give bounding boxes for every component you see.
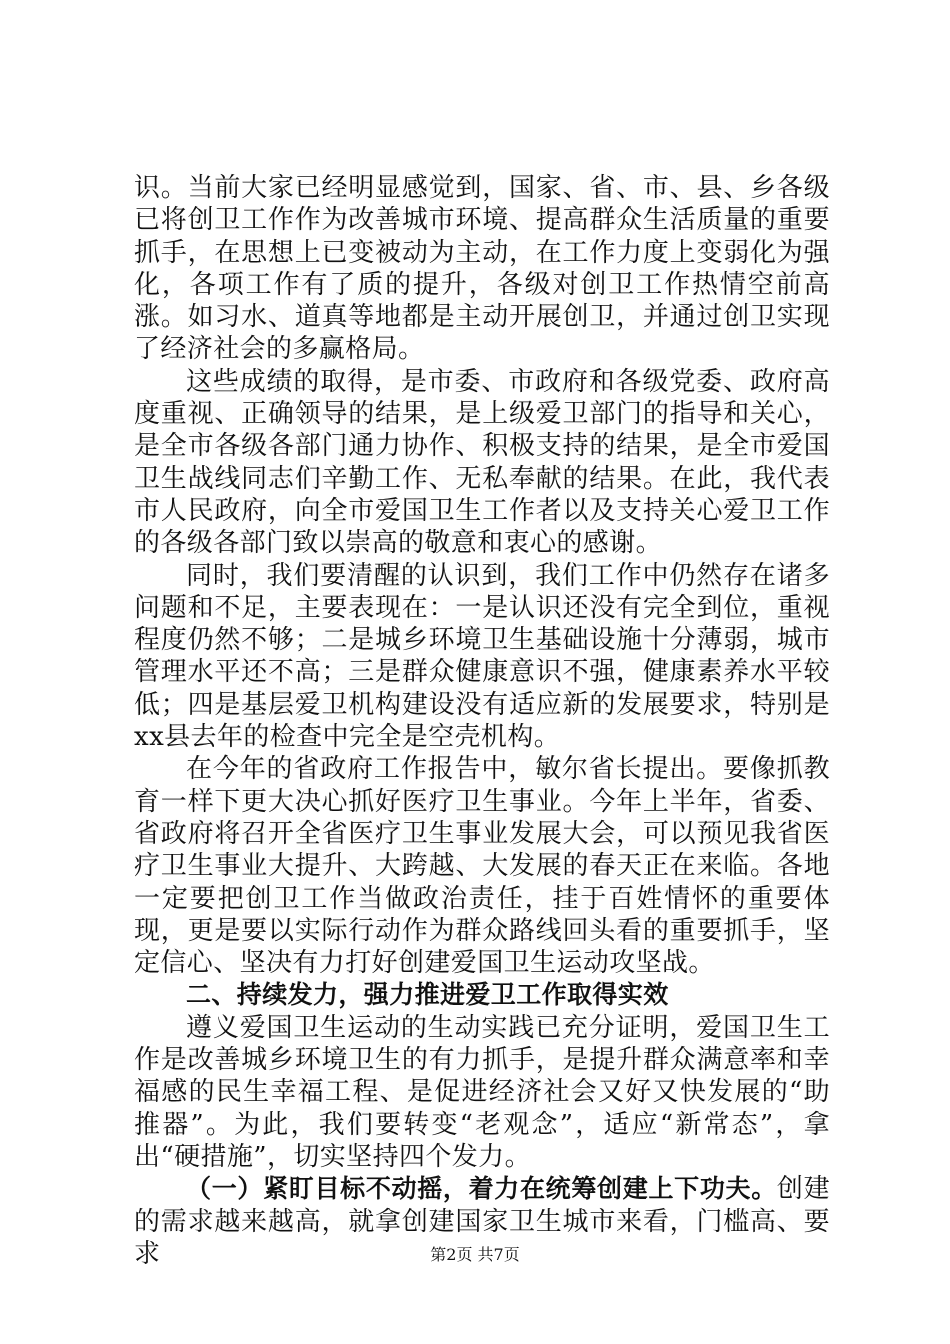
subsection-lead: （一）紧盯目标不动摇，着力在统筹创建上下功夫。 <box>186 1174 777 1204</box>
document-body <box>134 172 830 1270</box>
subsection-text: 创建的需求越来越高，就拿创建国家卫生城市来看，门槛高、要求 <box>134 1174 830 1269</box>
section-paragraph: 遵义爱国卫生运动的生动实践已充分证明，爱国卫生工作是改善城乡环境卫生的有力抓手，是提升群众满意率和幸福感的民生幸福工程、是促进经济社会又好又快发展的“助推器”。为此，我们要转变“老观念”，适应“新常态”，拿出“硬措施”，切实坚持四个发力。 <box>134 1012 830 1172</box>
section-heading: 二、持续发力，强力推进爱卫工作取得实效 <box>186 980 669 1010</box>
paragraph-4: 在今年的省政府工作报告中，敏尔省长提出。要像抓教育一样下更大决心抓好医疗卫生事业。今年上半年，省委、省政府将召开全省医疗卫生事业发展大会，可以预见我省医疗卫生事业大提升、大跨越、大发展的春天正在来临。各地一定要把创卫工作当做政治责任，挂于百姓情怀的重要体现，更是要以实际行动作为群众路线回头看的重要抓手，坚定信心、坚决有力打好创建爱国卫生运动攻坚战。 <box>134 754 830 979</box>
paragraph-3: 同时，我们要清醒的认识到，我们工作中仍然存在诸多问题和不足，主要表现在：一是认识还没有完全到位，重视程度仍然不够；二是城乡环境卫生基础设施十分薄弱，城市管理水平还不高；三是群众健康意识不强，健康素养水平较低；四是基层爱卫机构建设没有适应新的发展要求，特别是xx县去年的检查中完全是空壳机构。 <box>134 560 830 753</box>
page-footer: 第2页 共7页 <box>430 1245 520 1264</box>
paragraph-1: 识。当前大家已经明显感觉到，国家、省、市、县、乡各级已将创卫工作作为改善城市环境、提高群众生活质量的重要抓手，在思想上已变被动为主动，在工作力度上变弱化为强化，各项工作有了质的提升，各级对创卫工作热情空前高涨。如习水、道真等地都是主动开展创卫，并通过创卫实现了经济社会的多赢格局。 <box>134 173 830 365</box>
paragraph-2: 这些成绩的取得，是市委、市政府和各级党委、政府高度重视、正确领导的结果，是上级爱卫部门的指导和关心，是全市各级各部门通力协作、积极支持的结果，是全市爱国卫生战线同志们辛勤工作、无私奉献的结果。在此，我代表市人民政府，向全市爱国卫生工作者以及支持关心爱卫工作的各级各部门致以崇高的敬意和衷心的感谢。 <box>134 366 830 559</box>
